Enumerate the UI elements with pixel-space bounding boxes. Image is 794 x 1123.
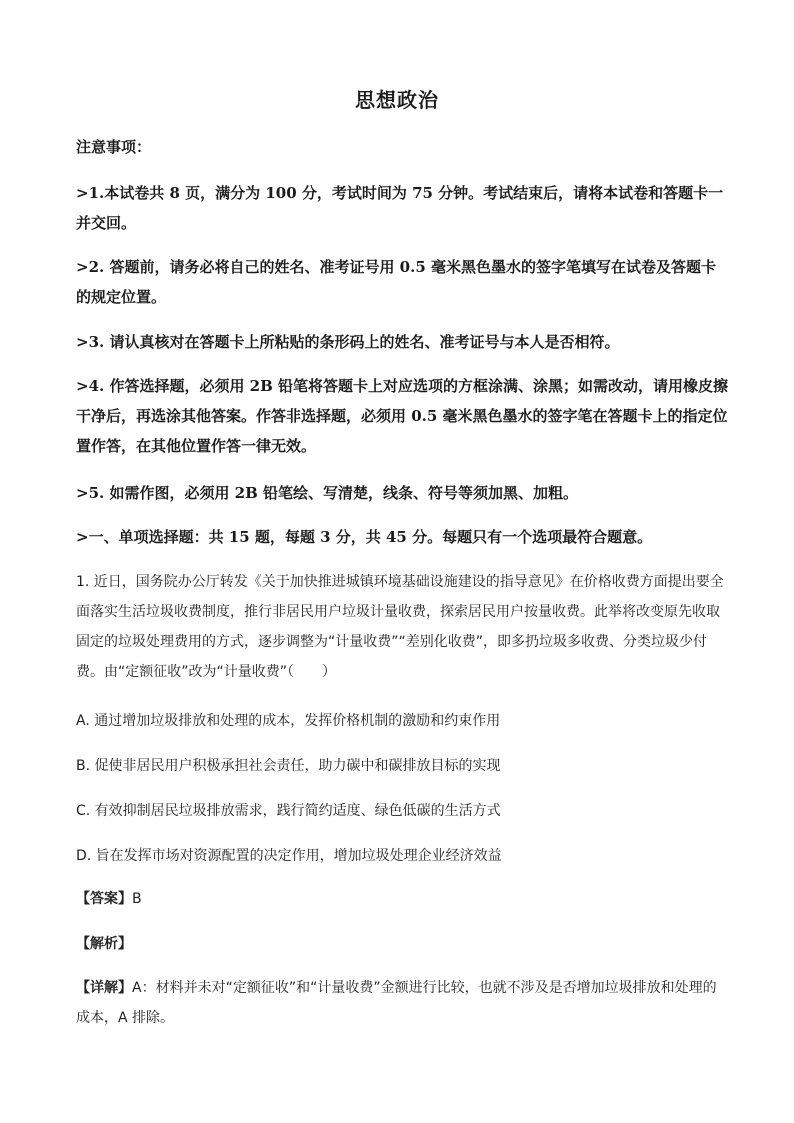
notes-heading: 注意事项： bbox=[76, 138, 152, 156]
detail-paragraph bbox=[76, 973, 728, 1033]
note-item-3: >3. 请认真核对在答题卡上所粘贴的条形码上的姓名、准考证号与本人是否相符。 bbox=[76, 333, 620, 351]
question-stem: 1. 近日，国务院办公厅转发《关于加快推进城镇环境基础设施建设的指导意见》在价格收费方面提出要全面落实生活垃圾收费制度，推行非居民用户垃圾计量收费，探索居民用户按量收费。此举将改变原先收取固定的垃圾处理费用的方式，逐步调整为“计量收费”“差别化收费”，即多扔垃圾多收费、分类垃圾少付费。由“定额征收”改为“计量收费”（ ） bbox=[76, 574, 724, 680]
answer-label: 【答案】 bbox=[76, 891, 132, 907]
answer-value: B bbox=[132, 891, 142, 907]
option-b: B. 促使非居民用户积极承担社会责任，助力碳中和碳排放目标的实现 bbox=[76, 758, 501, 774]
detail-label: 【详解】 bbox=[76, 980, 132, 996]
note-item-2: >2. 答题前，请务必将自己的姓名、准考证号用 0.5 毫米黑色墨水的签字笔填写在试卷及答题卡的规定位置。 bbox=[76, 258, 716, 306]
option-a: A. 通过增加垃圾排放和处理的成本，发挥价格机制的激励和约束作用 bbox=[76, 713, 501, 729]
note-item-5: >5. 如需作图，必须用 2B 铅笔绘、写清楚，线条、符号等须加黑、加粗。 bbox=[76, 484, 579, 502]
option-c: C. 有效抑制居民垃圾排放需求，践行简约适度、绿色低碳的生活方式 bbox=[76, 803, 501, 819]
page-title: 思想政治 bbox=[355, 88, 439, 112]
detail-text: A：材料并未对“定额征收”和“计量收费”金额进行比较，也就不涉及是否增加垃圾排放和处理的成本，A 排除。 bbox=[76, 980, 717, 1026]
note-item-1: >1.本试卷共 8 页，满分为 100 分，考试时间为 75 分钟。考试结束后，请将本试卷和答题卡一并交回。 bbox=[76, 184, 724, 232]
analysis-line bbox=[76, 933, 728, 955]
note-item-4: >4. 作答选择题，必须用 2B 铅笔将答题卡上对应选项的方框涂满、涂黑；如需改动，请用橡皮擦干净后，再选涂其他答案。作答非选择题，必须用 0.5 毫米黑色墨水的签字笔在答题卡上的指定位置作答，在其他位置作答一律无效。 bbox=[76, 377, 729, 455]
section-heading: >一、单项选择题：共 15 题，每题 3 分，共 45 分。每题只有一个选项最符合题意。 bbox=[76, 528, 653, 546]
option-d: D. 旨在发挥市场对资源配置的决定作用，增加垃圾处理企业经济效益 bbox=[76, 848, 502, 864]
answer-line bbox=[76, 888, 728, 910]
analysis-label: 【解析】 bbox=[76, 936, 132, 952]
